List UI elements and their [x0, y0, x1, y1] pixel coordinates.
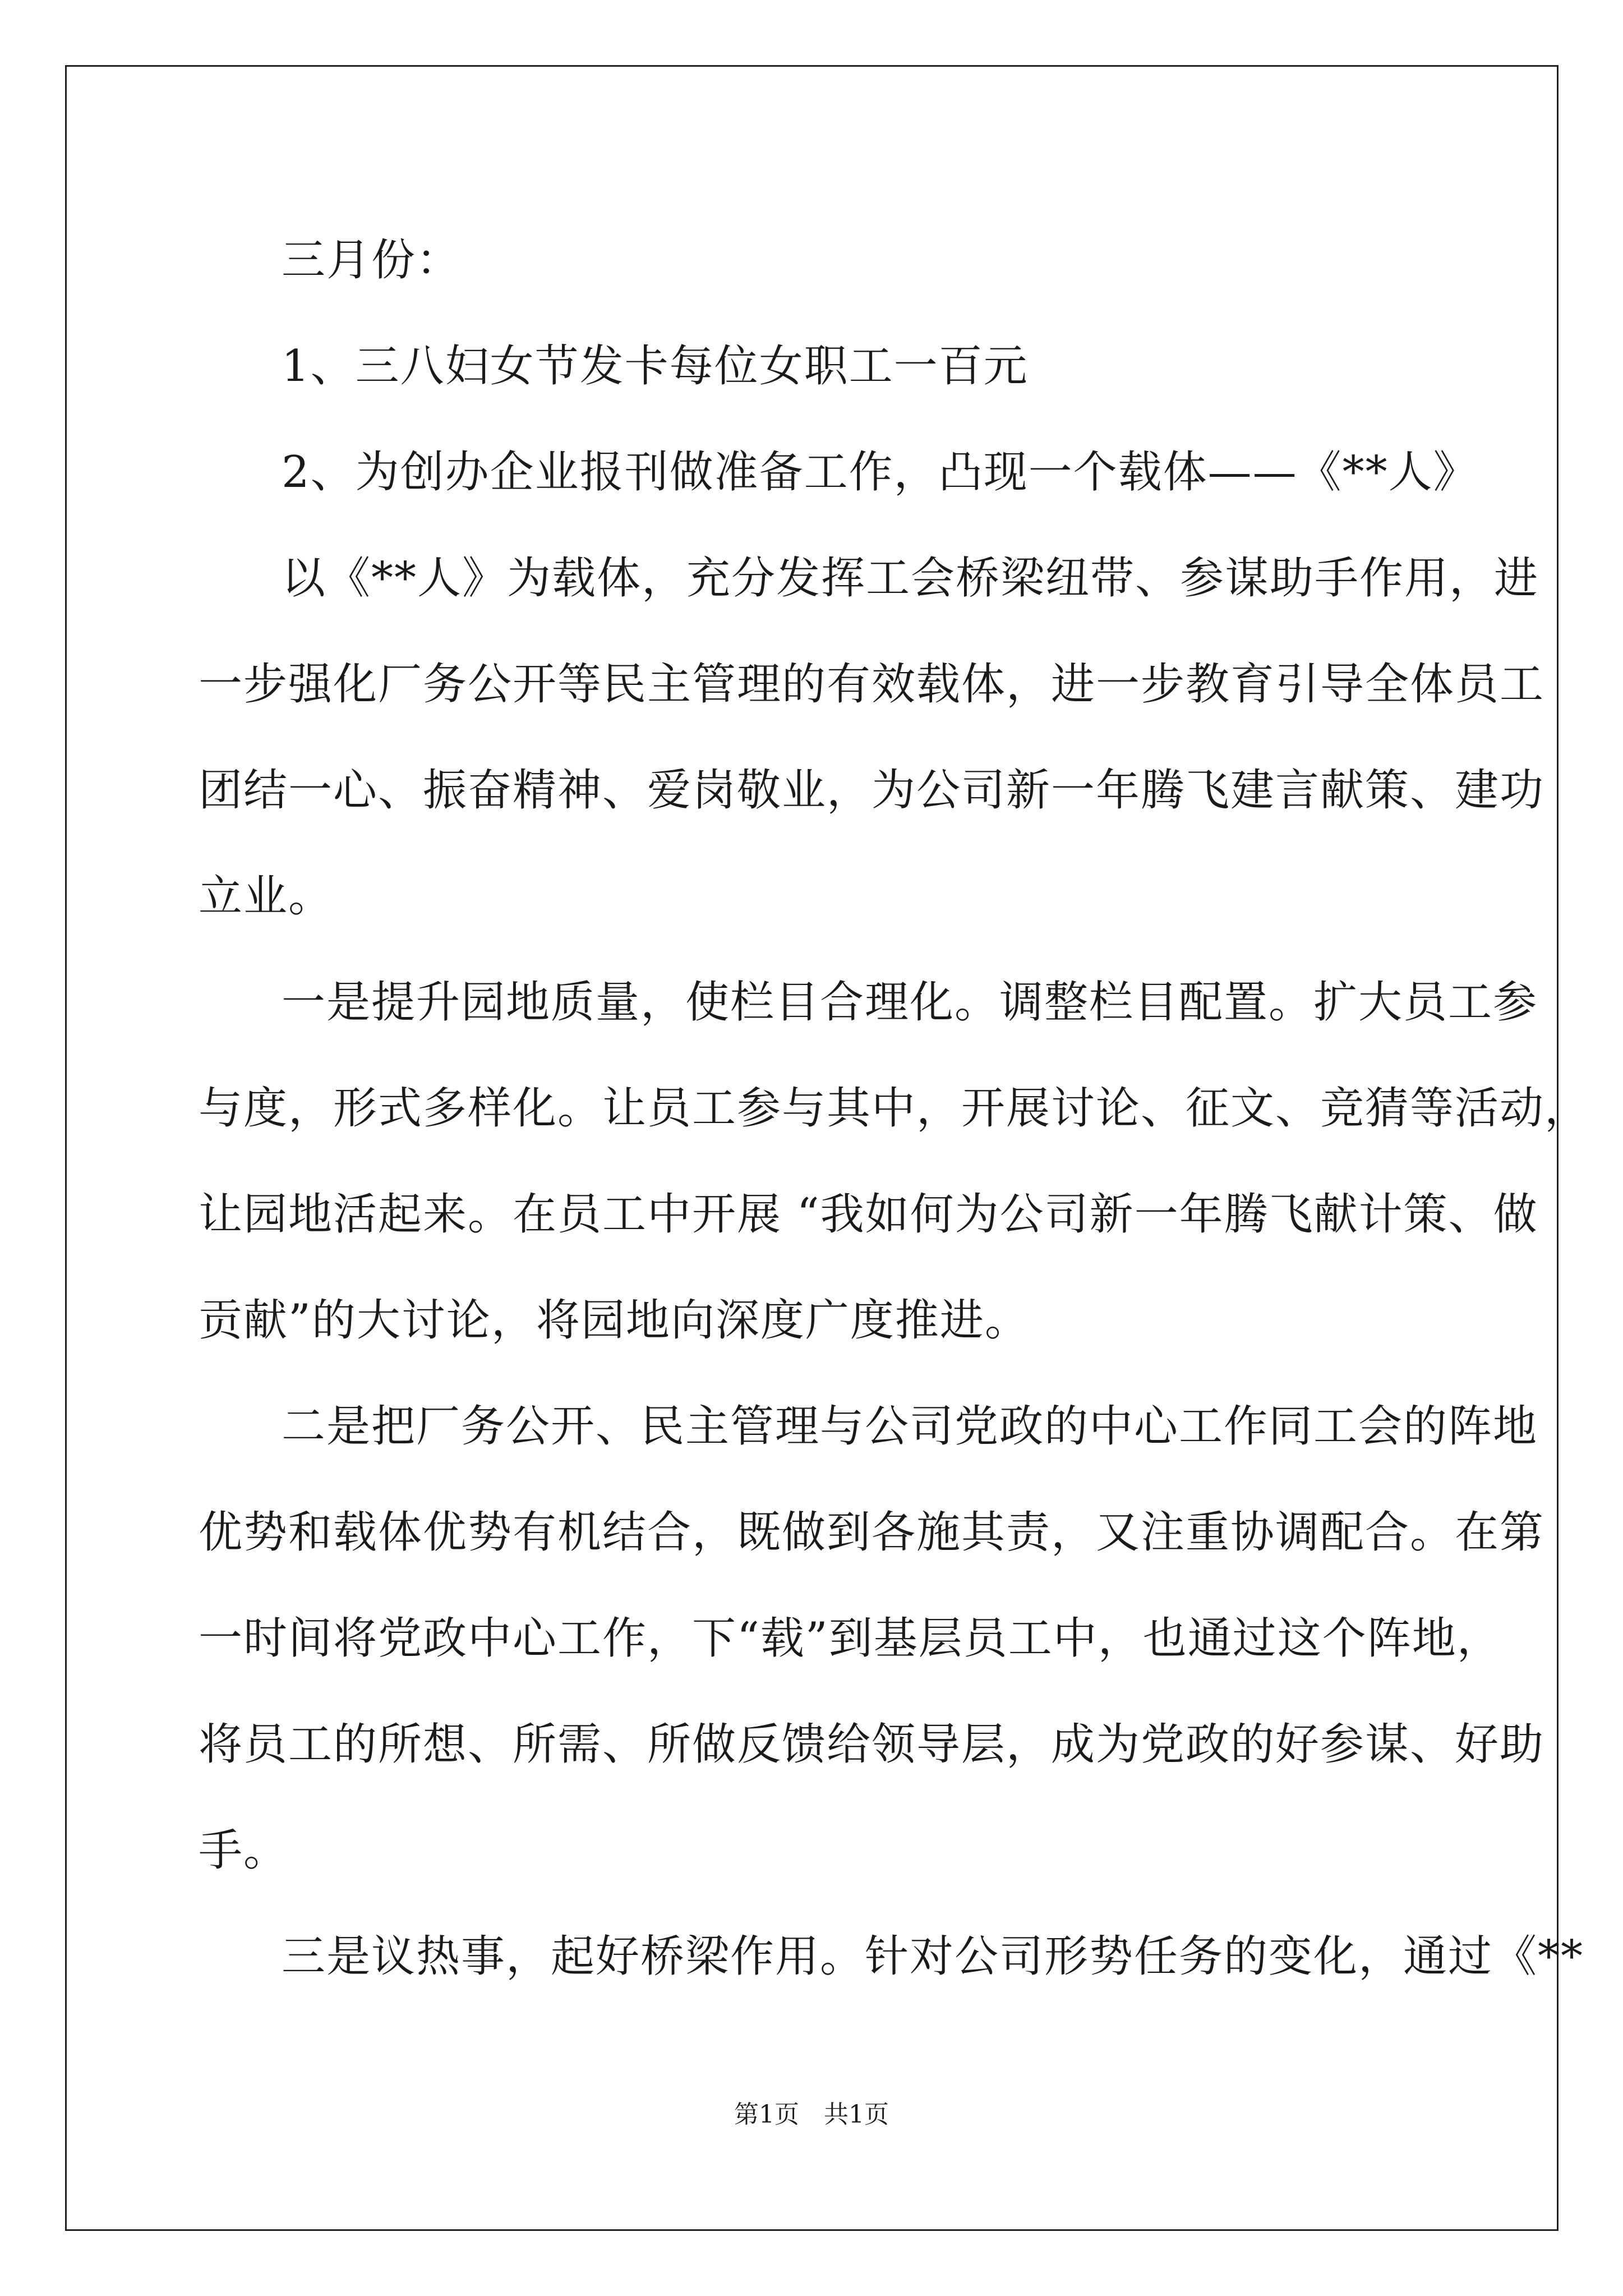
text-line: 立业。 — [199, 871, 334, 922]
text-line: 让园地活起来。在员工中开展 “我如何为公司新一年腾飞献计策、做 — [199, 1189, 1538, 1240]
text-line: 一时间将党政中心工作，下“载”到基层员工中，也通过这个阵地， — [199, 1613, 1502, 1664]
text-line: 三是议热事，起好桥梁作用。针对公司形势任务的变化，通过《** — [282, 1931, 1584, 1982]
text-line: 贡献”的大讨论，将园地向深度广度推进。 — [199, 1295, 1030, 1346]
text-line: 一步强化厂务公开等民主管理的有效载体，进一步教育引导全体员工 — [199, 659, 1545, 710]
text-line: 二是把厂务公开、民主管理与公司党政的中心工作同工会的阵地 — [282, 1401, 1538, 1452]
text-line: 以《**人》为载体，充分发挥工会桥梁纽带、参谋助手作用，进 — [282, 553, 1539, 604]
page-footer — [0, 2098, 1623, 2132]
page-total: 共1页 — [824, 2100, 889, 2129]
text-line: 与度，形式多样化。让员工参与其中，开展讨论、征文、竞猜等活动， — [199, 1083, 1590, 1134]
text-line: 团结一心、振奋精神、爱岗敬业，为公司新一年腾飞建言献策、建功 — [199, 765, 1545, 816]
text-line: 2、为创办企业报刊做准备工作，凸现一个载体——《**人》 — [282, 447, 1478, 498]
text-line: 将员工的所想、所需、所做反馈给领导层，成为党政的好参谋、好助 — [199, 1719, 1545, 1770]
document-body — [199, 208, 1590, 2010]
page-number: 第1页 — [734, 2100, 799, 2129]
text-line: 三月份： — [282, 235, 462, 286]
text-line: 1、三八妇女节发卡每位女职工一百元 — [282, 341, 1029, 392]
text-line: 优势和载体优势有机结合，既做到各施其责，又注重协调配合。在第 — [199, 1507, 1545, 1558]
text-line: 一是提升园地质量，使栏目合理化。调整栏目配置。扩大员工参 — [282, 977, 1538, 1028]
text-line: 手。 — [199, 1825, 289, 1876]
